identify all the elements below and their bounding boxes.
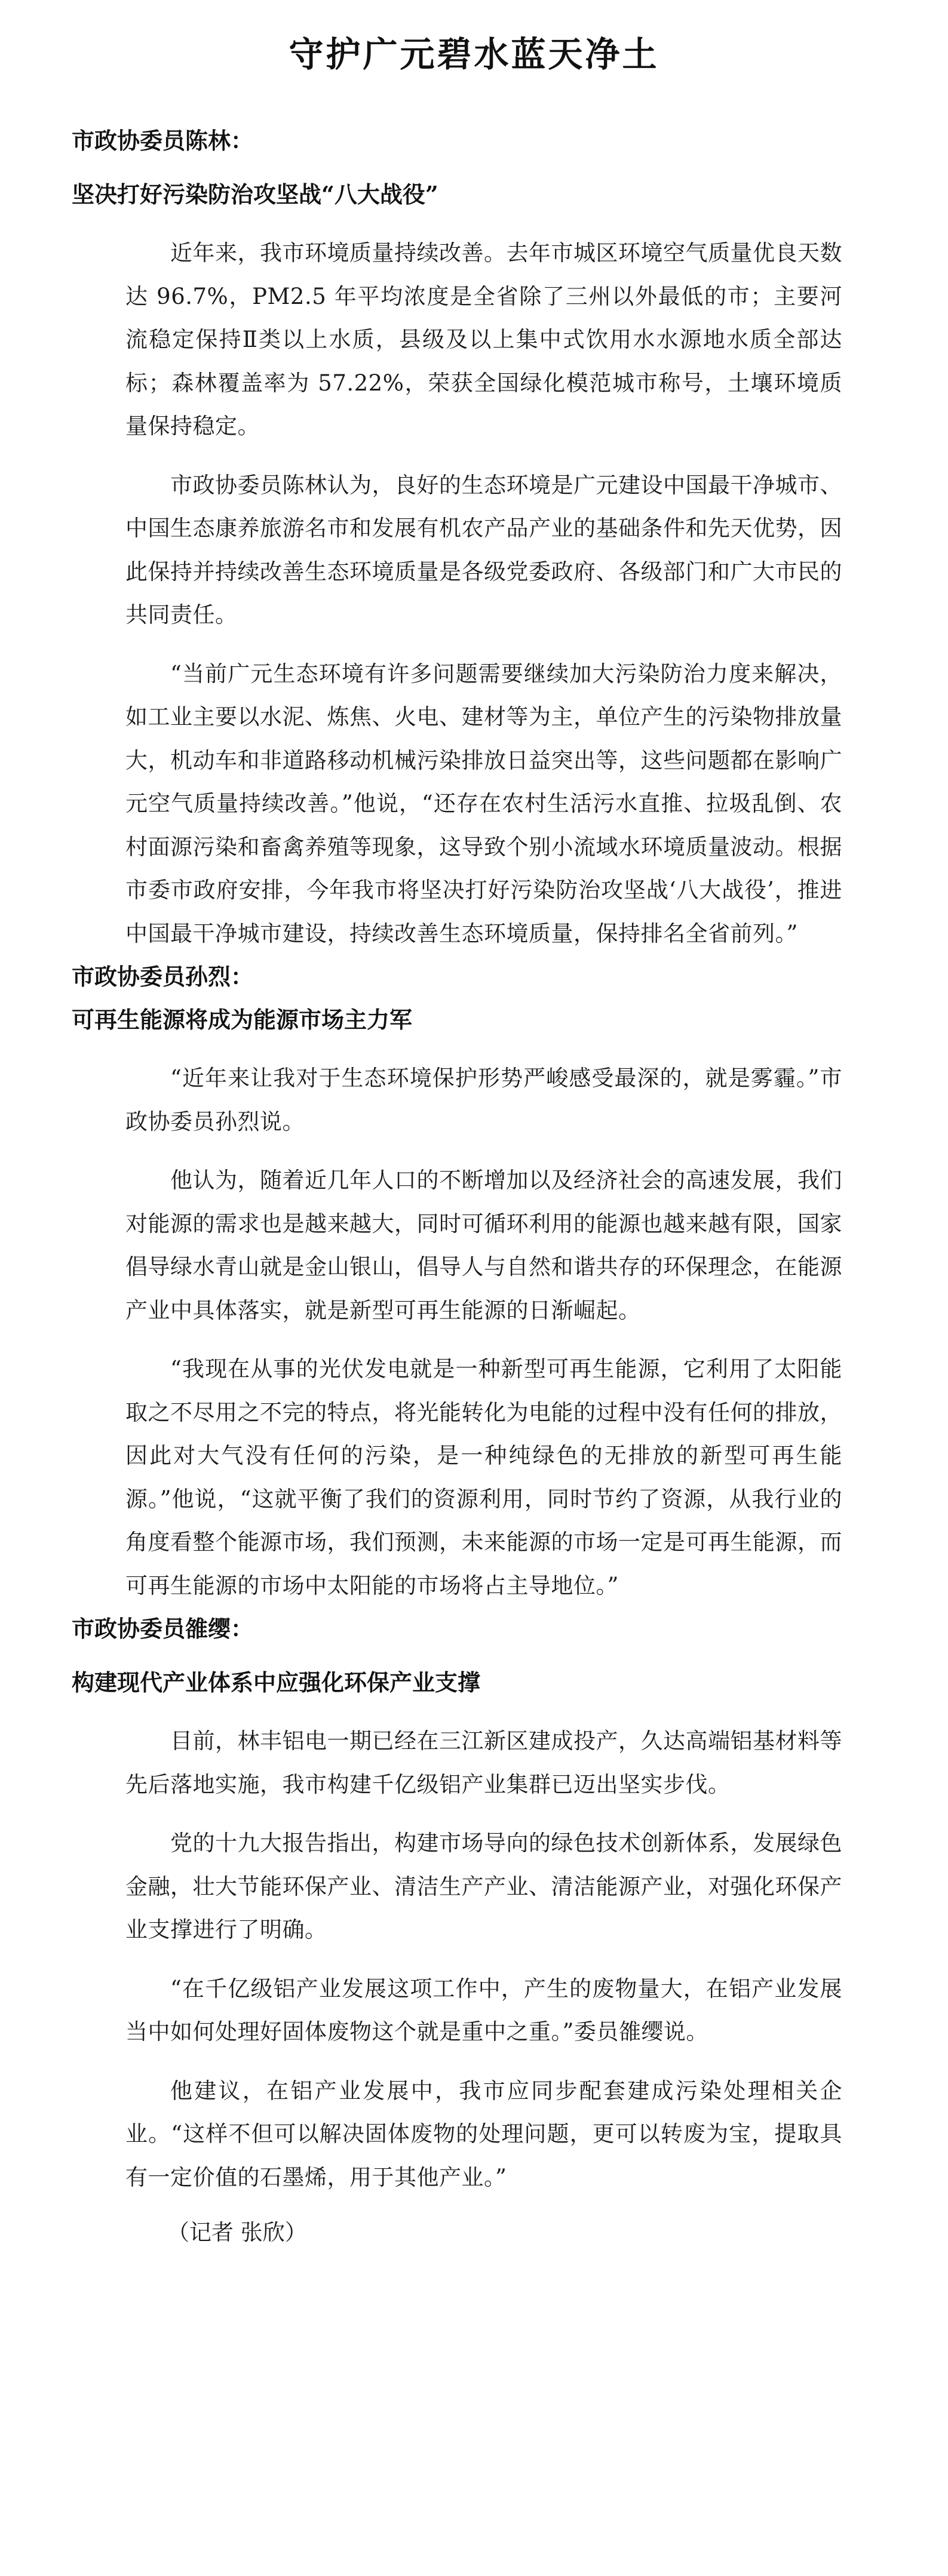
article-body: [72, 119, 842, 2254]
section-member-name: 市政协委员孙烈：: [72, 963, 254, 990]
paragraph: “当前广元生态环境有许多问题需要继续加大污染防治力度来解决，如工业主要以水泥、炼焦、火电、建材等为主，单位产生的污染物排放量大，机动车和非道路移动机械污染排放日益突出等，这些问题都在影响广元空气质量持续改善。”他说，“还存在农村生活污水直推、拉圾乱倒、农村面源污染和畜禽养殖等现象，这导致个别小流域水环境质量波动。根据市委市政府安排，今年我市将坚决打好污染防治攻坚战‘八大战役’，推进中国最干净城市建设，持续改善生态环境质量，保持排名全省前列。”: [125, 660, 842, 946]
section-member-name: 市政协委员雒缨：: [72, 1615, 254, 1642]
section-headline: 坚决打好污染防治攻坚战“八大战役”: [72, 181, 438, 208]
paragraph: “在千亿级铝产业发展这项工作中，产生的废物量大，在铝产业发展当中如何处理好固体废物这个就是重中之重。”委员雒缨说。: [125, 1975, 842, 2045]
article-title: 守护广元碧水蓝天净土: [289, 33, 659, 75]
section-headline: 构建现代产业体系中应强化环保产业支撑: [72, 1669, 481, 1696]
paragraph: 市政协委员陈林认为，良好的生态环境是广元建设中国最干净城市、中国生态康养旅游名市和发展有机农产品产业的基础条件和先天优势，因此保持并持续改善生态环境质量是各级党委政府、各级部门和广大市民的共同责任。: [125, 472, 842, 628]
section-headline: 可再生能源将成为能源市场主力军: [72, 1006, 413, 1033]
reporter-credit: （记者 张欣）: [167, 2220, 307, 2245]
paragraph: “近年来让我对于生态环境保护形势严峻感受最深的，就是雾霾。”市政协委员孙烈说。: [125, 1065, 842, 1135]
paragraph: 他认为，随着近几年人口的不断增加以及经济社会的高速发展，我们对能源的需求也是越来越大，同时可循环利用的能源也越来越有限，国家倡导绿水青山就是金山银山，倡导人与自然和谐共存的环保理念，在能源产业中具体落实，就是新型可再生能源的日渐崛起。: [125, 1167, 842, 1323]
paragraph: 近年来，我市环境质量持续改善。去年市城区环境空气质量优良天数达 96.7%，PM2.5 年平均浓度是全省除了三州以外最低的市；主要河流稳定保持Ⅱ类以上水质，县级及以上集中式饮用水水源地水质全部达标；森林覆盖率为 57.22%，荣获全国绿化模范城市称号，土壤环境质量保持稳定。: [125, 240, 842, 439]
section-member-name: 市政协委员陈林：: [72, 127, 254, 154]
paragraph: 他建议，在铝产业发展中，我市应同步配套建成污染处理相关企业。“这样不但可以解决固体废物的处理问题，更可以转废为宝，提取具有一定价值的石墨烯，用于其他产业。”: [125, 2077, 842, 2190]
paragraph: 目前，林丰铝电一期已经在三江新区建成投产，久达高端铝基材料等先后落地实施，我市构建千亿级铝产业集群已迈出坚实步伐。: [125, 1728, 842, 1797]
paragraph: “我现在从事的光伏发电就是一种新型可再生能源，它利用了太阳能取之不尽用之不完的特点，将光能转化为电能的过程中没有任何的排放，因此对大气没有任何的污染，是一种纯绿色的无排放的新型可再生能源。”他说，“这就平衡了我们的资源利用，同时节约了资源，从我行业的角度看整个能源市场，我们预测，未来能源的市场一定是可再生能源，而可再生能源的市场中太阳能的市场将占主导地位。”: [125, 1356, 842, 1599]
paragraph: 党的十九大报告指出，构建市场导向的绿色技术创新体系，发展绿色金融，壮大节能环保产业、清洁生产产业、清洁能源产业，对强化环保产业支撑进行了明确。: [125, 1830, 842, 1942]
